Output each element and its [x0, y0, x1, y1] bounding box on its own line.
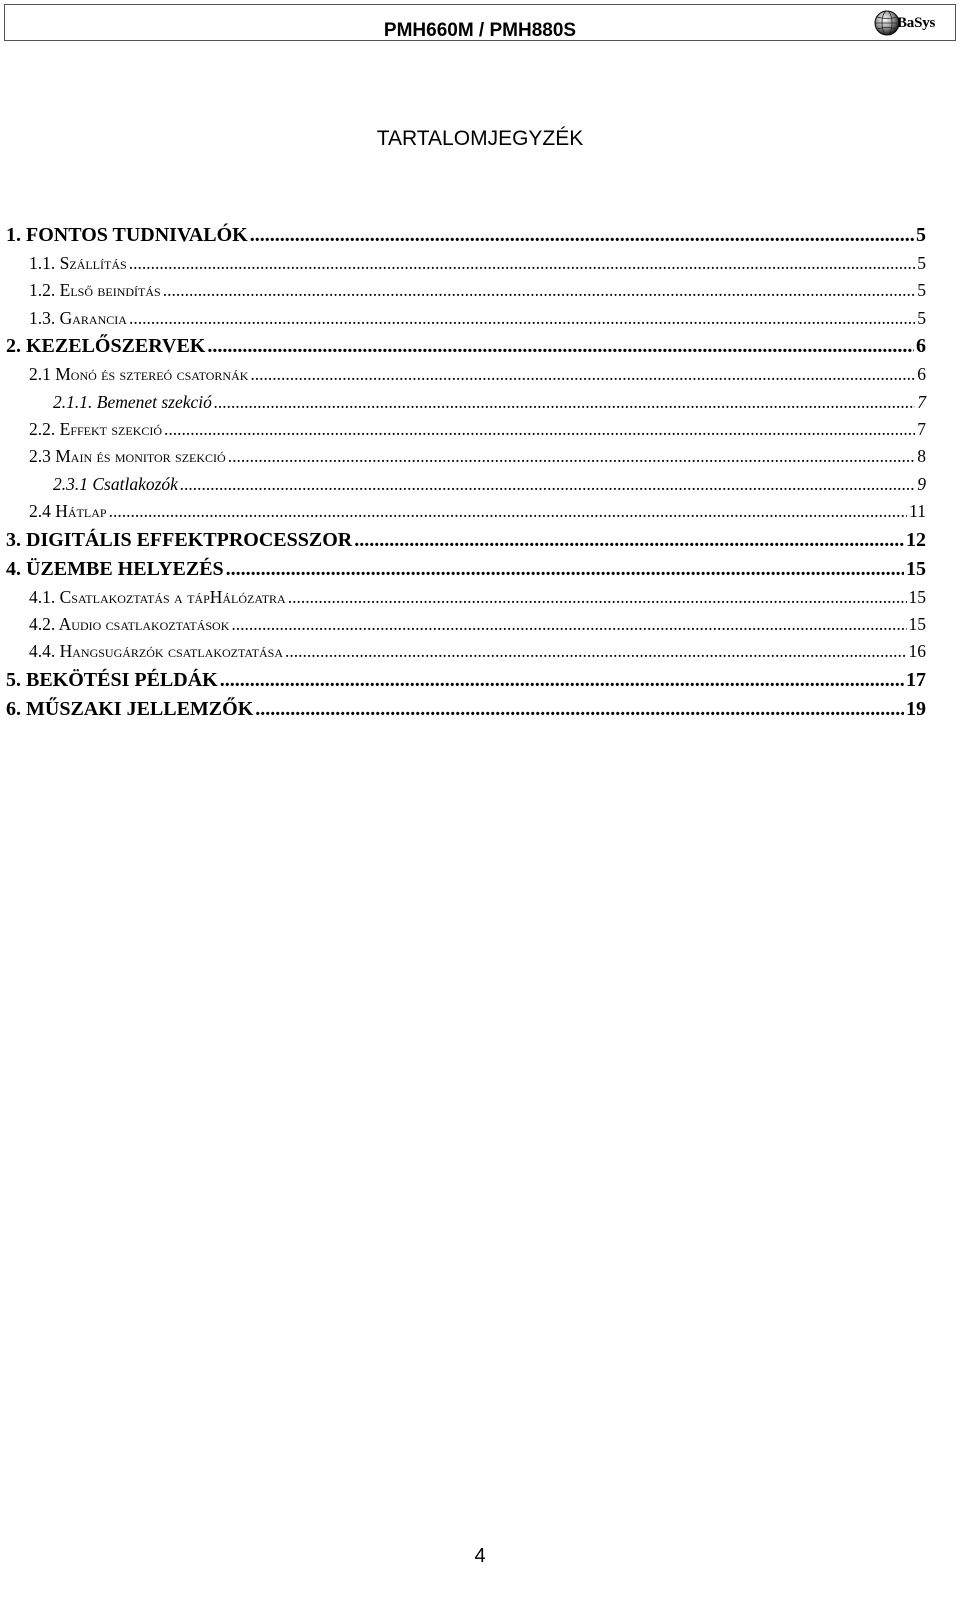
- toc-entry-page: 15: [908, 586, 926, 607]
- toc-entry-page: 5: [917, 253, 926, 273]
- toc-entry-page: 5: [917, 307, 926, 328]
- toc-entry[interactable]: [6, 392, 926, 419]
- toc-entry-label: 2.3 Main és monitor szekció: [29, 446, 226, 467]
- toc-entry-page: 15: [906, 557, 926, 580]
- page-header: [4, 4, 956, 41]
- toc-entry-page: 17: [906, 668, 926, 691]
- toc-leader-dots: [129, 308, 915, 329]
- toc-entry[interactable]: [6, 641, 926, 668]
- toc-entry-page: 6: [917, 364, 926, 385]
- toc-leader-dots: [164, 419, 915, 440]
- toc-entry-label: 4.1. Csatlakoztatás a tápHálózatra: [29, 586, 286, 607]
- toc-entry[interactable]: [6, 698, 926, 727]
- page-number: 4: [474, 1545, 486, 1567]
- toc-entry-page: 15: [908, 613, 926, 634]
- toc-entry-label: 5. BEKÖTÉSI PÉLDÁK: [6, 668, 218, 691]
- toc-entry-page: 19: [906, 697, 926, 720]
- toc-entry-page: 8: [917, 446, 926, 467]
- toc-entry-page: 9: [917, 473, 926, 494]
- toc-entry[interactable]: [6, 587, 926, 614]
- toc-leader-dots: [255, 698, 904, 721]
- toc-entry-page: 5: [917, 280, 926, 301]
- toc-entry-label: 1.3. Garancia: [29, 307, 127, 328]
- toc-leader-dots: [231, 614, 906, 635]
- toc-entry-label: 2.4 Hátlap: [29, 501, 107, 522]
- toc-entry[interactable]: [6, 335, 926, 364]
- toc-entry-label: 2.3.1 Csatlakozók: [53, 473, 178, 494]
- toc-entry-label: 2.1.1. Bemenet szekció: [53, 391, 212, 412]
- toc-entry[interactable]: [6, 280, 926, 307]
- document-title: TARTALOMJEGYZÉK: [376, 127, 584, 150]
- toc-entry[interactable]: [6, 253, 926, 280]
- toc-entry-label: 1. FONTOS TUDNIVALÓK: [6, 224, 248, 246]
- toc-entry-label: 4.4. Hangsugárzók csatlakoztatása: [29, 641, 284, 662]
- logo-text: BaSys: [897, 15, 936, 31]
- toc-entry-page: 11: [909, 501, 926, 522]
- toc-entry[interactable]: [6, 308, 926, 335]
- toc-entry-label: 4.2. Audio csatlakoztatások: [29, 613, 230, 634]
- toc-leader-dots: [250, 224, 914, 247]
- toc-leader-dots: [285, 641, 906, 662]
- toc-entry-page: 7: [917, 418, 926, 439]
- toc-entry[interactable]: [6, 614, 926, 641]
- toc-entry-page: 6: [916, 335, 926, 358]
- toc-entry-label: 1.2. Első beindítás: [29, 280, 161, 301]
- toc-entry[interactable]: [6, 529, 926, 558]
- toc-leader-dots: [207, 335, 914, 358]
- header-title: PMH660M / PMH880S: [383, 20, 577, 41]
- basys-logo: [873, 8, 939, 38]
- toc-leader-dots: [220, 669, 904, 692]
- toc-entry[interactable]: [6, 669, 926, 698]
- toc-entry-label: 2.2. Effekt szekció: [29, 418, 163, 439]
- toc-entry[interactable]: [6, 474, 926, 501]
- toc-leader-dots: [180, 474, 915, 495]
- toc-leader-dots: [109, 501, 908, 522]
- toc-entry-page: 16: [908, 641, 926, 662]
- toc-entry-label: 4. ÜZEMBE HELYEZÉS: [6, 557, 224, 580]
- toc-entry-label: 2.1 Monó és sztereó csatornák: [29, 364, 249, 385]
- toc-leader-dots: [354, 529, 904, 552]
- toc-leader-dots: [214, 392, 915, 413]
- toc-entry[interactable]: [6, 364, 926, 391]
- toc-leader-dots: [288, 587, 907, 608]
- table-of-contents: [6, 224, 926, 727]
- toc-entry[interactable]: [6, 501, 926, 528]
- toc-entry-page: 5: [916, 224, 926, 246]
- toc-entry[interactable]: [6, 224, 926, 253]
- toc-leader-dots: [163, 280, 916, 301]
- toc-entry[interactable]: [6, 446, 926, 473]
- toc-entry[interactable]: [6, 558, 926, 587]
- toc-entry-page: 12: [906, 528, 926, 551]
- toc-entry-label: 1.1. Szállítás: [29, 253, 127, 273]
- toc-entry-label: 2. KEZELŐSZERVEK: [6, 335, 206, 358]
- toc-entry[interactable]: [6, 419, 926, 446]
- toc-entry-page: 7: [917, 391, 926, 412]
- toc-entry-label: 3. DIGITÁLIS EFFEKTPROCESSZOR: [6, 528, 353, 551]
- toc-leader-dots: [226, 558, 904, 581]
- toc-leader-dots: [129, 253, 916, 274]
- toc-leader-dots: [228, 446, 916, 467]
- toc-leader-dots: [250, 364, 915, 385]
- toc-entry-label: 6. MŰSZAKI JELLEMZŐK: [6, 697, 254, 720]
